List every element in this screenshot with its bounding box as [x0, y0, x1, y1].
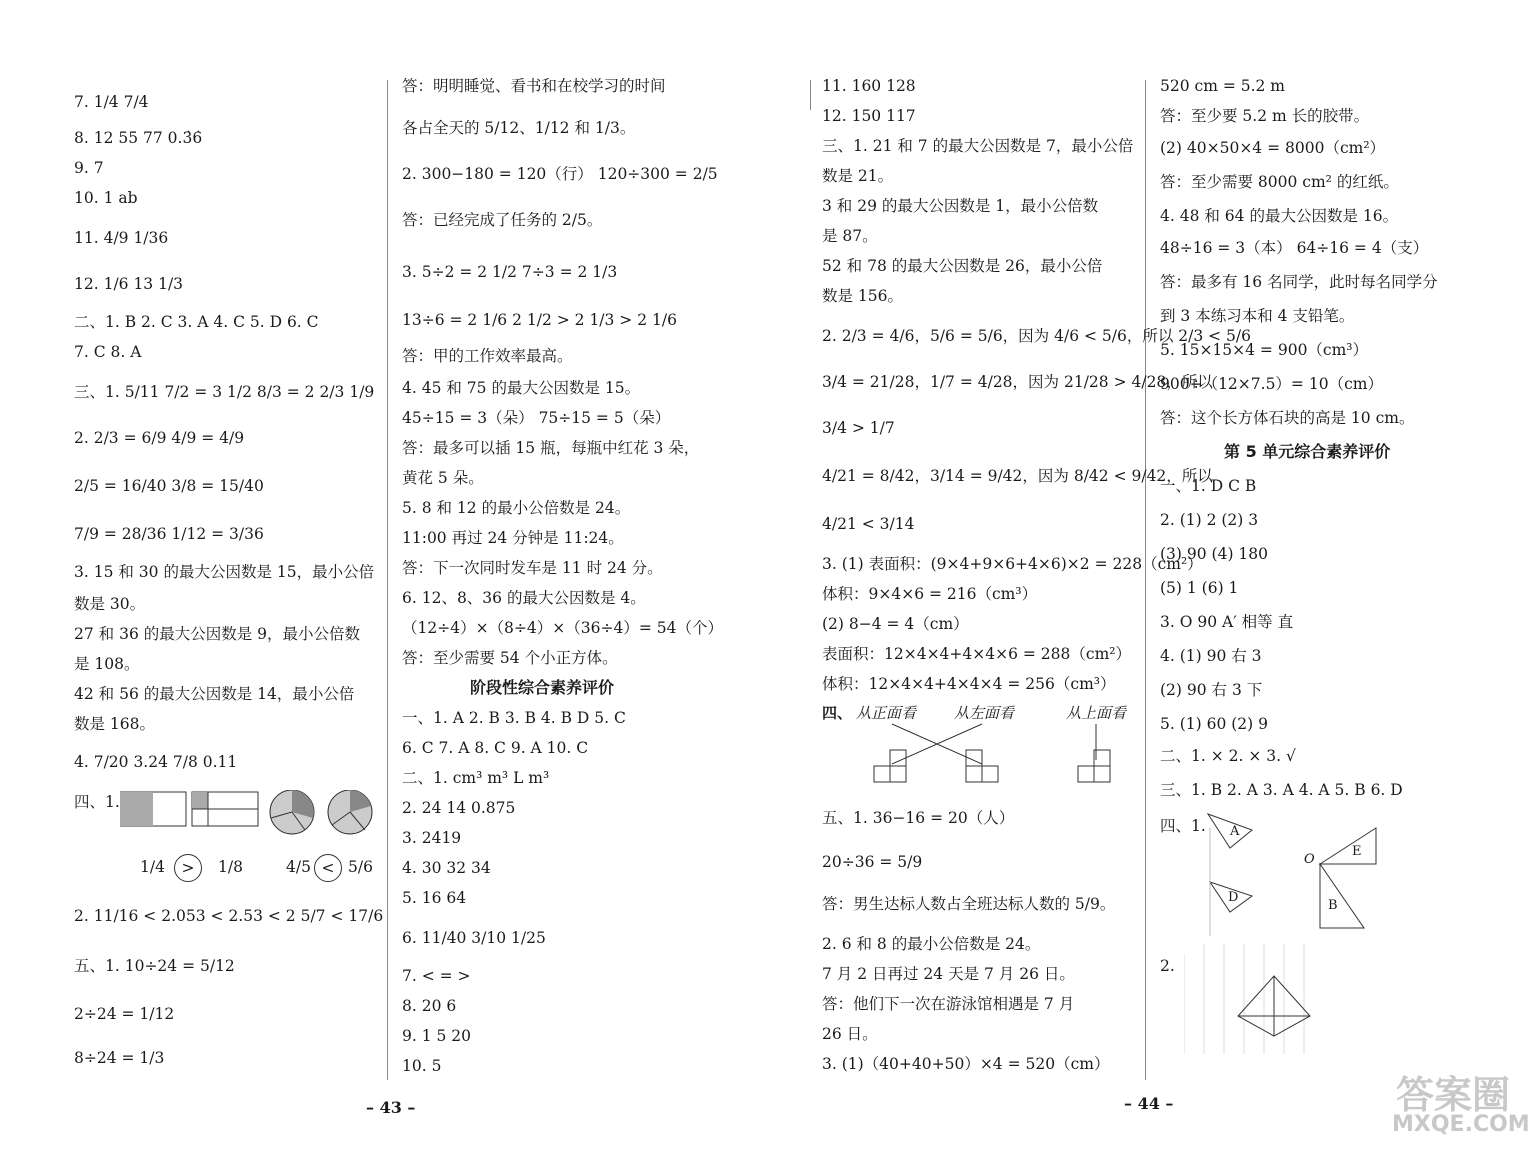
right-col1-line-17: 体积：12×4×4+4×4×4 = 256（cm³）: [822, 675, 1116, 693]
right-col1-line-18: 五、1. 36−16 = 20（人）: [822, 809, 1015, 827]
section-heading-unit5-evaluation: 第 5 单元综合素养评价: [1224, 442, 1391, 461]
right-col1-line-11: 4/21 = 8/42，3/14 = 9/42，因为 8/42 < 9/42，所以: [822, 467, 1213, 485]
left-col2-line-15: （12÷4）×（8÷4）×（36÷4）= 54（个）: [402, 619, 723, 637]
left-col2-line-24: 6. 11/40 3/10 1/25: [402, 929, 546, 947]
right-col1-line-22: 7 月 2 日再过 24 天是 7 月 26 日。: [822, 965, 1075, 983]
left-col2-line-5: 13÷6 = 2 1/6 2 1/2 > 2 1/3 > 2 1/6: [402, 311, 677, 329]
section-heading-stage-evaluation: 阶段性综合素养评价: [470, 678, 615, 697]
right-col1-line-7: 数是 156。: [822, 287, 904, 305]
right-col2-line-9: 900÷（12×7.5）= 10（cm）: [1160, 375, 1383, 393]
grid-symmetry-figure: [1184, 944, 1334, 1054]
right-col1-line-4: 3 和 29 的最大公因数是 1，最小公倍数: [822, 197, 1099, 215]
right-col2-line-14: (5) 1 (6) 1: [1160, 579, 1239, 597]
left-col2-line-9: 答：最多可以插 15 瓶，每瓶中红花 3 朵，: [402, 439, 700, 457]
left-col2-line-17: 一、1. A 2. B 3. B 4. B D 5. C: [402, 709, 626, 727]
left-col1-line-17: 数是 168。: [74, 715, 156, 733]
left-col1-line-18: 4. 7/20 3.24 7/8 0.11: [74, 753, 238, 771]
right-col1-line-14: 体积：9×4×6 = 216（cm³）: [822, 585, 1038, 603]
fig-label-a: A: [1230, 824, 1240, 839]
compare-circle-lt: <: [314, 854, 342, 882]
right-col1-line-8: 2. 2/3 = 4/6，5/6 = 5/6，因为 4/6 < 5/6，所以 2/3 < 5/6: [822, 327, 1251, 345]
right-col1-line-15: (2) 8−4 = 4（cm）: [822, 615, 969, 633]
left-col1-line-23: 8÷24 = 1/3: [74, 1049, 165, 1067]
right-col2-line-21: 四、1.: [1160, 817, 1206, 835]
left-col1-line-8: 三、1. 5/11 7/2 = 3 1/2 8/3 = 2 2/3 1/9: [74, 383, 375, 401]
left-col1-line-15: 是 108。: [74, 655, 140, 673]
view-label-front: 从正面看: [856, 704, 917, 722]
left-col1-line-5: 12. 1/6 13 1/3: [74, 275, 184, 293]
left-col1-line-16: 42 和 56 的最大公因数是 14，最小公倍: [74, 685, 355, 703]
left-col1-line-14: 27 和 36 的最大公因数是 9，最小公倍数: [74, 625, 361, 643]
left-col2-line-6: 答：甲的工作效率最高。: [402, 347, 573, 365]
fig-label-o: O: [1304, 852, 1315, 867]
right-col2-line-3: 答：至少需要 8000 cm² 的红纸。: [1160, 173, 1399, 191]
right-col2-line-11: 一、1. D C B: [1160, 477, 1257, 495]
left-col2-line-0: 答：明明睡觉、看书和在校学习的时间: [402, 77, 666, 95]
left-col2-line-11: 5. 8 和 12 的最小公倍数是 24。: [402, 499, 631, 517]
left-page-divider: [387, 80, 388, 1080]
right-col1-line-2: 三、1. 21 和 7 的最大公因数是 7，最小公倍: [822, 137, 1134, 155]
right-col2-line-13: (3) 90 (4) 180: [1160, 545, 1269, 563]
left-col1-line-6: 二、1. B 2. C 3. A 4. C 5. D 6. C: [74, 313, 319, 331]
left-col1-line-20: 2. 11/16 < 2.053 < 2.53 < 2 5/7 < 17/6: [74, 907, 384, 925]
right-col1-line-19: 20÷36 = 5/9: [822, 853, 923, 871]
left-col2-line-16: 答：至少需要 54 个小正方体。: [402, 649, 618, 667]
right-col1-line-12: 4/21 < 3/14: [822, 515, 915, 533]
right-col1-line-10: 3/4 > 1/7: [822, 419, 895, 437]
left-col2-line-26: 8. 20 6: [402, 997, 457, 1015]
compare-right-b: 5/6: [348, 858, 373, 876]
page-number-right: – 44 –: [1124, 1094, 1174, 1113]
left-col2-line-14: 6. 12、8、36 的最大公因数是 4。: [402, 589, 646, 607]
left-col2-line-13: 答：下一次同时发车是 11 时 24 分。: [402, 559, 663, 577]
left-col2-line-21: 3. 2419: [402, 829, 462, 847]
left-col2-line-23: 5. 16 64: [402, 889, 467, 907]
left-col1-line-11: 7/9 = 28/36 1/12 = 3/36: [74, 525, 264, 543]
right-col1-line-21: 2. 6 和 8 的最小公倍数是 24。: [822, 935, 1041, 953]
left-col2-line-20: 2. 24 14 0.875: [402, 799, 516, 817]
right-col2-line-10: 答：这个长方体石块的高是 10 cm。: [1160, 409, 1415, 427]
left-col1-line-13: 数是 30。: [74, 595, 146, 613]
rotation-figure: [1200, 808, 1380, 938]
fig-label-b: B: [1328, 898, 1338, 913]
three-views-figure: [822, 698, 1152, 798]
right-col2-line-22: 2.: [1160, 957, 1175, 975]
right-col2-line-17: (2) 90 右 3 下: [1160, 681, 1263, 699]
left-col1-line-10: 2/5 = 16/40 3/8 = 15/40: [74, 477, 264, 495]
left-col2-line-3: 答：已经完成了任务的 2/5。: [402, 211, 603, 229]
left-col2-line-4: 3. 5÷2 = 2 1/2 7÷3 = 2 1/3: [402, 263, 618, 281]
compare-circle-gt: >: [174, 854, 202, 882]
right-col1-line-23: 答：他们下一次在游泳馆相遇是 7 月: [822, 995, 1075, 1013]
left-col1-line-3: 10. 1 ab: [74, 189, 138, 207]
right-col2-line-4: 4. 48 和 64 的最大公因数是 16。: [1160, 207, 1399, 225]
right-col2-line-15: 3. O 90 A′ 相等 直: [1160, 613, 1294, 631]
right-col2-line-19: 二、1. × 2. × 3. √: [1160, 747, 1296, 765]
left-col1-line-22: 2÷24 = 1/12: [74, 1005, 175, 1023]
left-col1-line-21: 五、1. 10÷24 = 5/12: [74, 957, 235, 975]
view-label-top: 从上面看: [1066, 704, 1127, 722]
left-col1-line-7: 7. C 8. A: [74, 343, 142, 361]
right-col1-line-6: 52 和 78 的最大公因数是 26，最小公倍: [822, 257, 1103, 275]
left-col1-line-19: 四、1.: [74, 793, 120, 811]
left-col1-line-1: 8. 12 55 77 0.3̇6̇: [74, 129, 203, 147]
right-col2-line-5: 48÷16 = 3（本） 64÷16 = 4（支）: [1160, 239, 1429, 257]
compare-left-b: 1/8: [218, 858, 243, 876]
right-page-divider: [1145, 80, 1146, 1080]
left-col1-line-9: 2. 2/3 = 6/9 4/9 = 4/9: [74, 429, 245, 447]
right-col2-line-8: 5. 15×15×4 = 900（cm³）: [1160, 341, 1369, 359]
right-col2-line-20: 三、1. B 2. A 3. A 4. A 5. B 6. D: [1160, 781, 1403, 799]
view-label-left: 从左面看: [954, 704, 1015, 722]
right-col1-line-24: 26 日。: [822, 1025, 878, 1043]
compare-row: [140, 848, 380, 888]
right-col2-line-6: 答：最多有 16 名同学，此时每名同学分: [1160, 273, 1438, 291]
compare-left-a: 1/4: [140, 858, 165, 876]
fig-label-e: E: [1352, 844, 1362, 859]
right-col1-line-13: 3. (1) 表面积：(9×4+9×6+4×6)×2 = 228（cm²）: [822, 555, 1203, 573]
left-col2-line-27: 9. 1 5 20: [402, 1027, 472, 1045]
left-col1-line-12: 3. 15 和 30 的最大公因数是 15，最小公倍: [74, 563, 375, 581]
right-col1-line-20: 答：男生达标人数占全班达标人数的 5/9。: [822, 895, 1116, 913]
right-col2-line-16: 4. (1) 90 右 3: [1160, 647, 1262, 665]
fig-label-d: D: [1228, 890, 1239, 905]
page-number-left: – 43 –: [366, 1098, 416, 1117]
left-col2-line-10: 黄花 5 朵。: [402, 469, 484, 487]
right-col2-line-1: 答：至少要 5.2 m 长的胶带。: [1160, 107, 1370, 125]
left-col2-line-8: 45÷15 = 3（朵） 75÷15 = 5（朵）: [402, 409, 671, 427]
left-col2-line-28: 10. 5: [402, 1057, 442, 1075]
left-col2-line-18: 6. C 7. A 8. C 9. A 10. C: [402, 739, 589, 757]
right-col1-line-16: 表面积：12×4×4+4×4×6 = 288（cm²）: [822, 645, 1131, 663]
right-col1-line-9: 3/4 = 21/28，1/7 = 4/28，因为 21/28 > 4/28，所以: [822, 373, 1213, 391]
left-col2-line-19: 二、1. cm³ m³ L m³: [402, 769, 550, 787]
left-col1-line-0: 7. 1/4 7/4: [74, 93, 149, 111]
left-col1-line-4: 11. 4/9 1/36: [74, 229, 169, 247]
right-col1-line-25: 3. (1)（40+40+50）×4 = 520（cm）: [822, 1055, 1110, 1073]
left-col2-line-22: 4. 30 32 34: [402, 859, 491, 877]
left-col2-line-7: 4. 45 和 75 的最大公因数是 15。: [402, 379, 641, 397]
watermark-logo: 答案圈: [1396, 1073, 1511, 1117]
left-col2-line-12: 11:00 再过 24 分钟是 11:24。: [402, 529, 624, 547]
gutter-rule-left: [810, 80, 811, 110]
left-col1-line-2: 9. 7: [74, 159, 104, 177]
right-col2-line-12: 2. (1) 2 (2) 3: [1160, 511, 1259, 529]
right-col1-line-0: 11. 160 128: [822, 77, 916, 95]
left-col2-line-1: 各占全天的 5/12、1/12 和 1/3。: [402, 119, 636, 137]
right-col2-line-7: 到 3 本练习本和 4 支铅笔。: [1160, 307, 1355, 325]
right-col1-line-3: 数是 21。: [822, 167, 894, 185]
compare-right-a: 4/5: [286, 858, 311, 876]
right-col1-line-1: 12. 150 117: [822, 107, 916, 125]
right-col1-line-5: 是 87。: [822, 227, 878, 245]
watermark-url: MXQE.COM: [1392, 1112, 1530, 1137]
fraction-figure-rectangles: [120, 790, 380, 842]
right-col2-line-18: 5. (1) 60 (2) 9: [1160, 715, 1268, 733]
right-col2-line-2: (2) 40×50×4 = 8000（cm²）: [1160, 139, 1386, 157]
views-section-label: 四、: [822, 704, 853, 722]
left-col2-line-25: 7. < = >: [402, 967, 471, 985]
right-col2-line-0: 520 cm = 5.2 m: [1160, 77, 1286, 95]
left-col2-line-2: 2. 300−180 = 120（行） 120÷300 = 2/5: [402, 165, 718, 183]
